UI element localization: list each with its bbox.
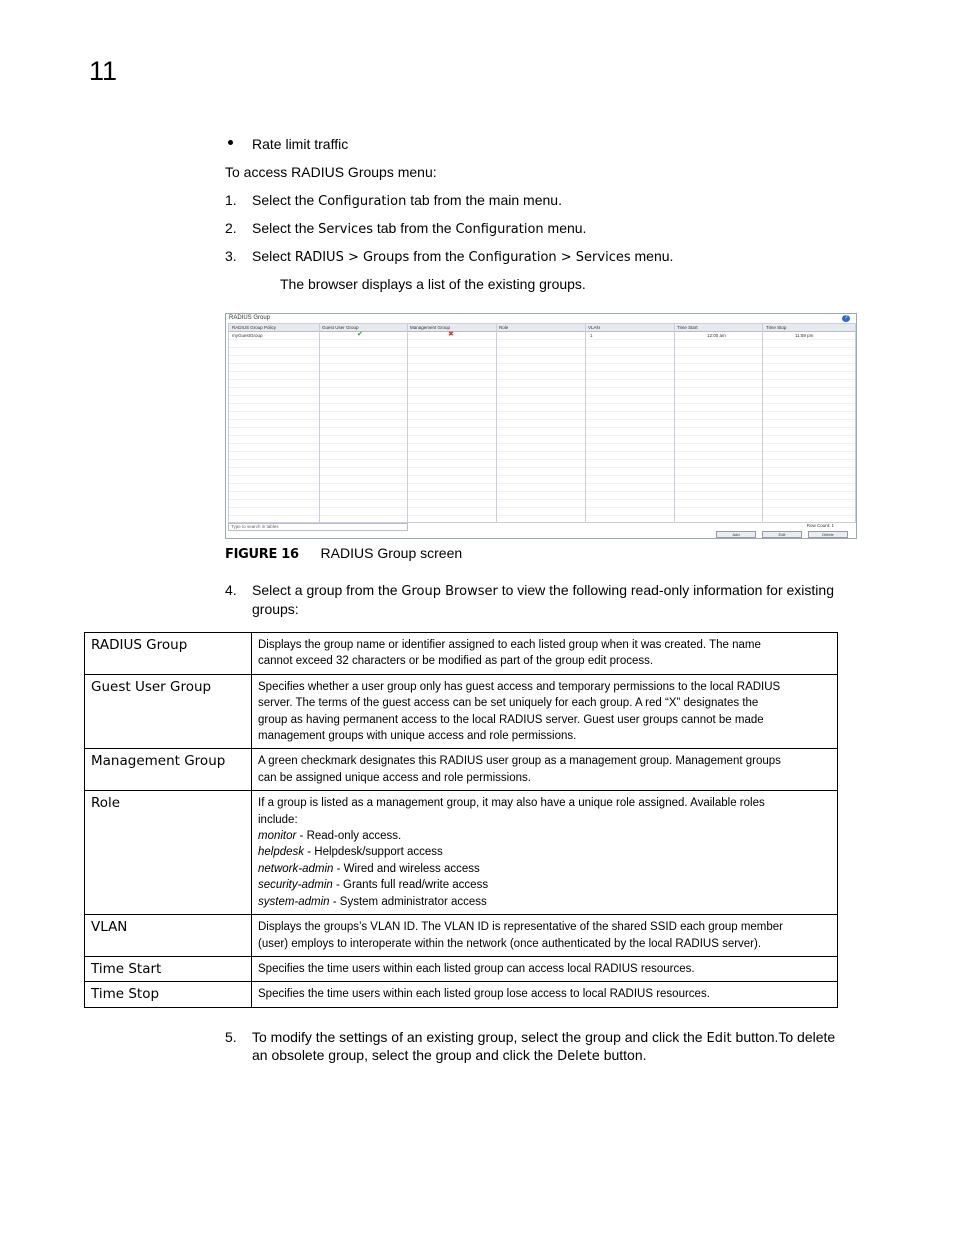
table-row xyxy=(85,915,838,957)
step-2: Select the Services tab from the Configuration menu. xyxy=(252,220,587,237)
cell-vlan: 1 xyxy=(590,333,593,338)
step-number: 1. xyxy=(225,192,237,208)
x-icon: ✖ xyxy=(448,331,454,338)
check-icon: ✔ xyxy=(357,331,363,338)
bullet-dot xyxy=(228,140,233,145)
figure-title: RADIUS Group xyxy=(229,315,271,321)
table-row xyxy=(85,674,838,749)
definition-table xyxy=(84,632,838,1008)
edit-button[interactable]: Edit xyxy=(762,531,802,538)
figure-caption xyxy=(225,545,462,562)
col-header-start[interactable]: Time Start xyxy=(677,325,698,330)
table-row xyxy=(85,982,838,1007)
term-cell: Management Group xyxy=(85,749,252,791)
term-cell: Role xyxy=(85,791,252,915)
step-number: 3. xyxy=(225,248,237,264)
step-1: Select the Configuration tab from the main menu. xyxy=(252,192,562,209)
desc-cell: Specifies whether a user group only has guest access and temporary permissions to the local RADIUS server. The terms of the guest access can be set uniquely for each group. A red “X” designates the group as having permanent access to the local RADIUS server. Guest user groups cannot be made management groups with unique access and role permissions. xyxy=(252,674,838,749)
role-name: monitor xyxy=(258,830,297,843)
column-divider xyxy=(674,324,763,522)
add-button[interactable]: Add xyxy=(716,531,756,538)
step-4: Select a group from the Group Browser to view the following read-only information for existing xyxy=(252,582,834,599)
desc-cell: A green checkmark designates this RADIUS user group as a management group. Management groups can be assigned unique access and role permissions. xyxy=(252,749,838,791)
chapter-number: 11 xyxy=(89,56,118,86)
col-header-policy[interactable]: RADIUS Group Policy xyxy=(232,325,277,330)
desc-cell: If a group is listed as a management group, it may also have a unique role assigned. Available roles include: monitor - Read-only access. helpdesk - Helpdesk/support access network-admin - Wired and wireless access security-admin - Grants full read/write access system-admin - System administrator access xyxy=(252,791,838,915)
col-header-guest[interactable]: Guest User Group xyxy=(322,325,359,330)
figure-label: FIGURE 16 xyxy=(225,547,299,562)
desc-cell: Displays the group name or identifier assigned to each listed group when it was created. The name cannot exceed 32 characters or be modified as part of the group edit process. xyxy=(252,633,838,675)
col-header-role[interactable]: Role xyxy=(499,325,509,330)
column-divider xyxy=(407,324,497,522)
step-5-line2: an obsolete group, select the group and click the Delete button. xyxy=(252,1047,647,1064)
col-header-vlan[interactable]: VLAN xyxy=(588,325,600,330)
step-3: Select RADIUS > Groups from the Configuration > Services menu. xyxy=(252,248,674,265)
step-4-line2: groups: xyxy=(252,601,299,617)
desc-cell: Specifies the time users within each listed group lose access to local RADIUS resources. xyxy=(252,982,838,1007)
column-divider xyxy=(585,324,675,522)
figure-caption-text: RADIUS Group screen xyxy=(320,545,463,561)
step-number: 4. xyxy=(225,582,237,598)
step-number: 5. xyxy=(225,1029,237,1045)
table-row xyxy=(85,791,838,915)
col-header-stop[interactable]: Time Stop xyxy=(766,325,787,330)
cell-time-start: 12:00 am xyxy=(707,333,726,338)
term-cell: VLAN xyxy=(85,915,252,957)
column-divider xyxy=(496,324,586,522)
table-row xyxy=(85,633,838,675)
column-divider xyxy=(229,324,320,522)
group-table xyxy=(228,323,856,523)
col-header-mgmt[interactable]: Management Group xyxy=(410,325,451,330)
desc-cell: Specifies the time users within each listed group can access local RADIUS resources. xyxy=(252,956,838,981)
intro-text: To access RADIUS Groups menu: xyxy=(225,164,437,180)
search-input[interactable]: Type to search in tables xyxy=(228,523,408,531)
term-cell: Time Stop xyxy=(85,982,252,1007)
column-divider xyxy=(319,324,408,522)
cell-policy[interactable]: myGuestGroup xyxy=(232,333,263,338)
bullet-text: Rate limit traffic xyxy=(252,136,349,152)
term-cell: Time Start xyxy=(85,956,252,981)
radius-group-screenshot xyxy=(225,313,857,539)
cell-time-stop: 11:59 pm xyxy=(795,333,814,338)
step-number: 2. xyxy=(225,220,237,236)
desc-cell: Displays the groups’s VLAN ID. The VLAN ID is representative of the shared SSID each group member (user) employs to interoperate within the network (once authenticated by the local RADIUS server). xyxy=(252,915,838,957)
table-row xyxy=(85,956,838,981)
role-name: system-admin xyxy=(258,895,330,908)
term-cell: RADIUS Group xyxy=(85,633,252,675)
role-name: helpdesk xyxy=(258,846,305,859)
step-5: To modify the settings of an existing group, select the group and click the Edit button.To delete xyxy=(252,1029,836,1046)
row-count: Row Count: 1 xyxy=(806,523,834,528)
term-cell: Guest User Group xyxy=(85,674,252,749)
role-name: security-admin xyxy=(258,879,333,892)
table-row xyxy=(85,749,838,791)
role-name: network-admin xyxy=(258,862,334,875)
delete-button[interactable]: Delete xyxy=(808,531,848,538)
help-icon[interactable]: ? xyxy=(842,315,850,322)
browser-note: The browser displays a list of the existing groups. xyxy=(280,276,586,292)
